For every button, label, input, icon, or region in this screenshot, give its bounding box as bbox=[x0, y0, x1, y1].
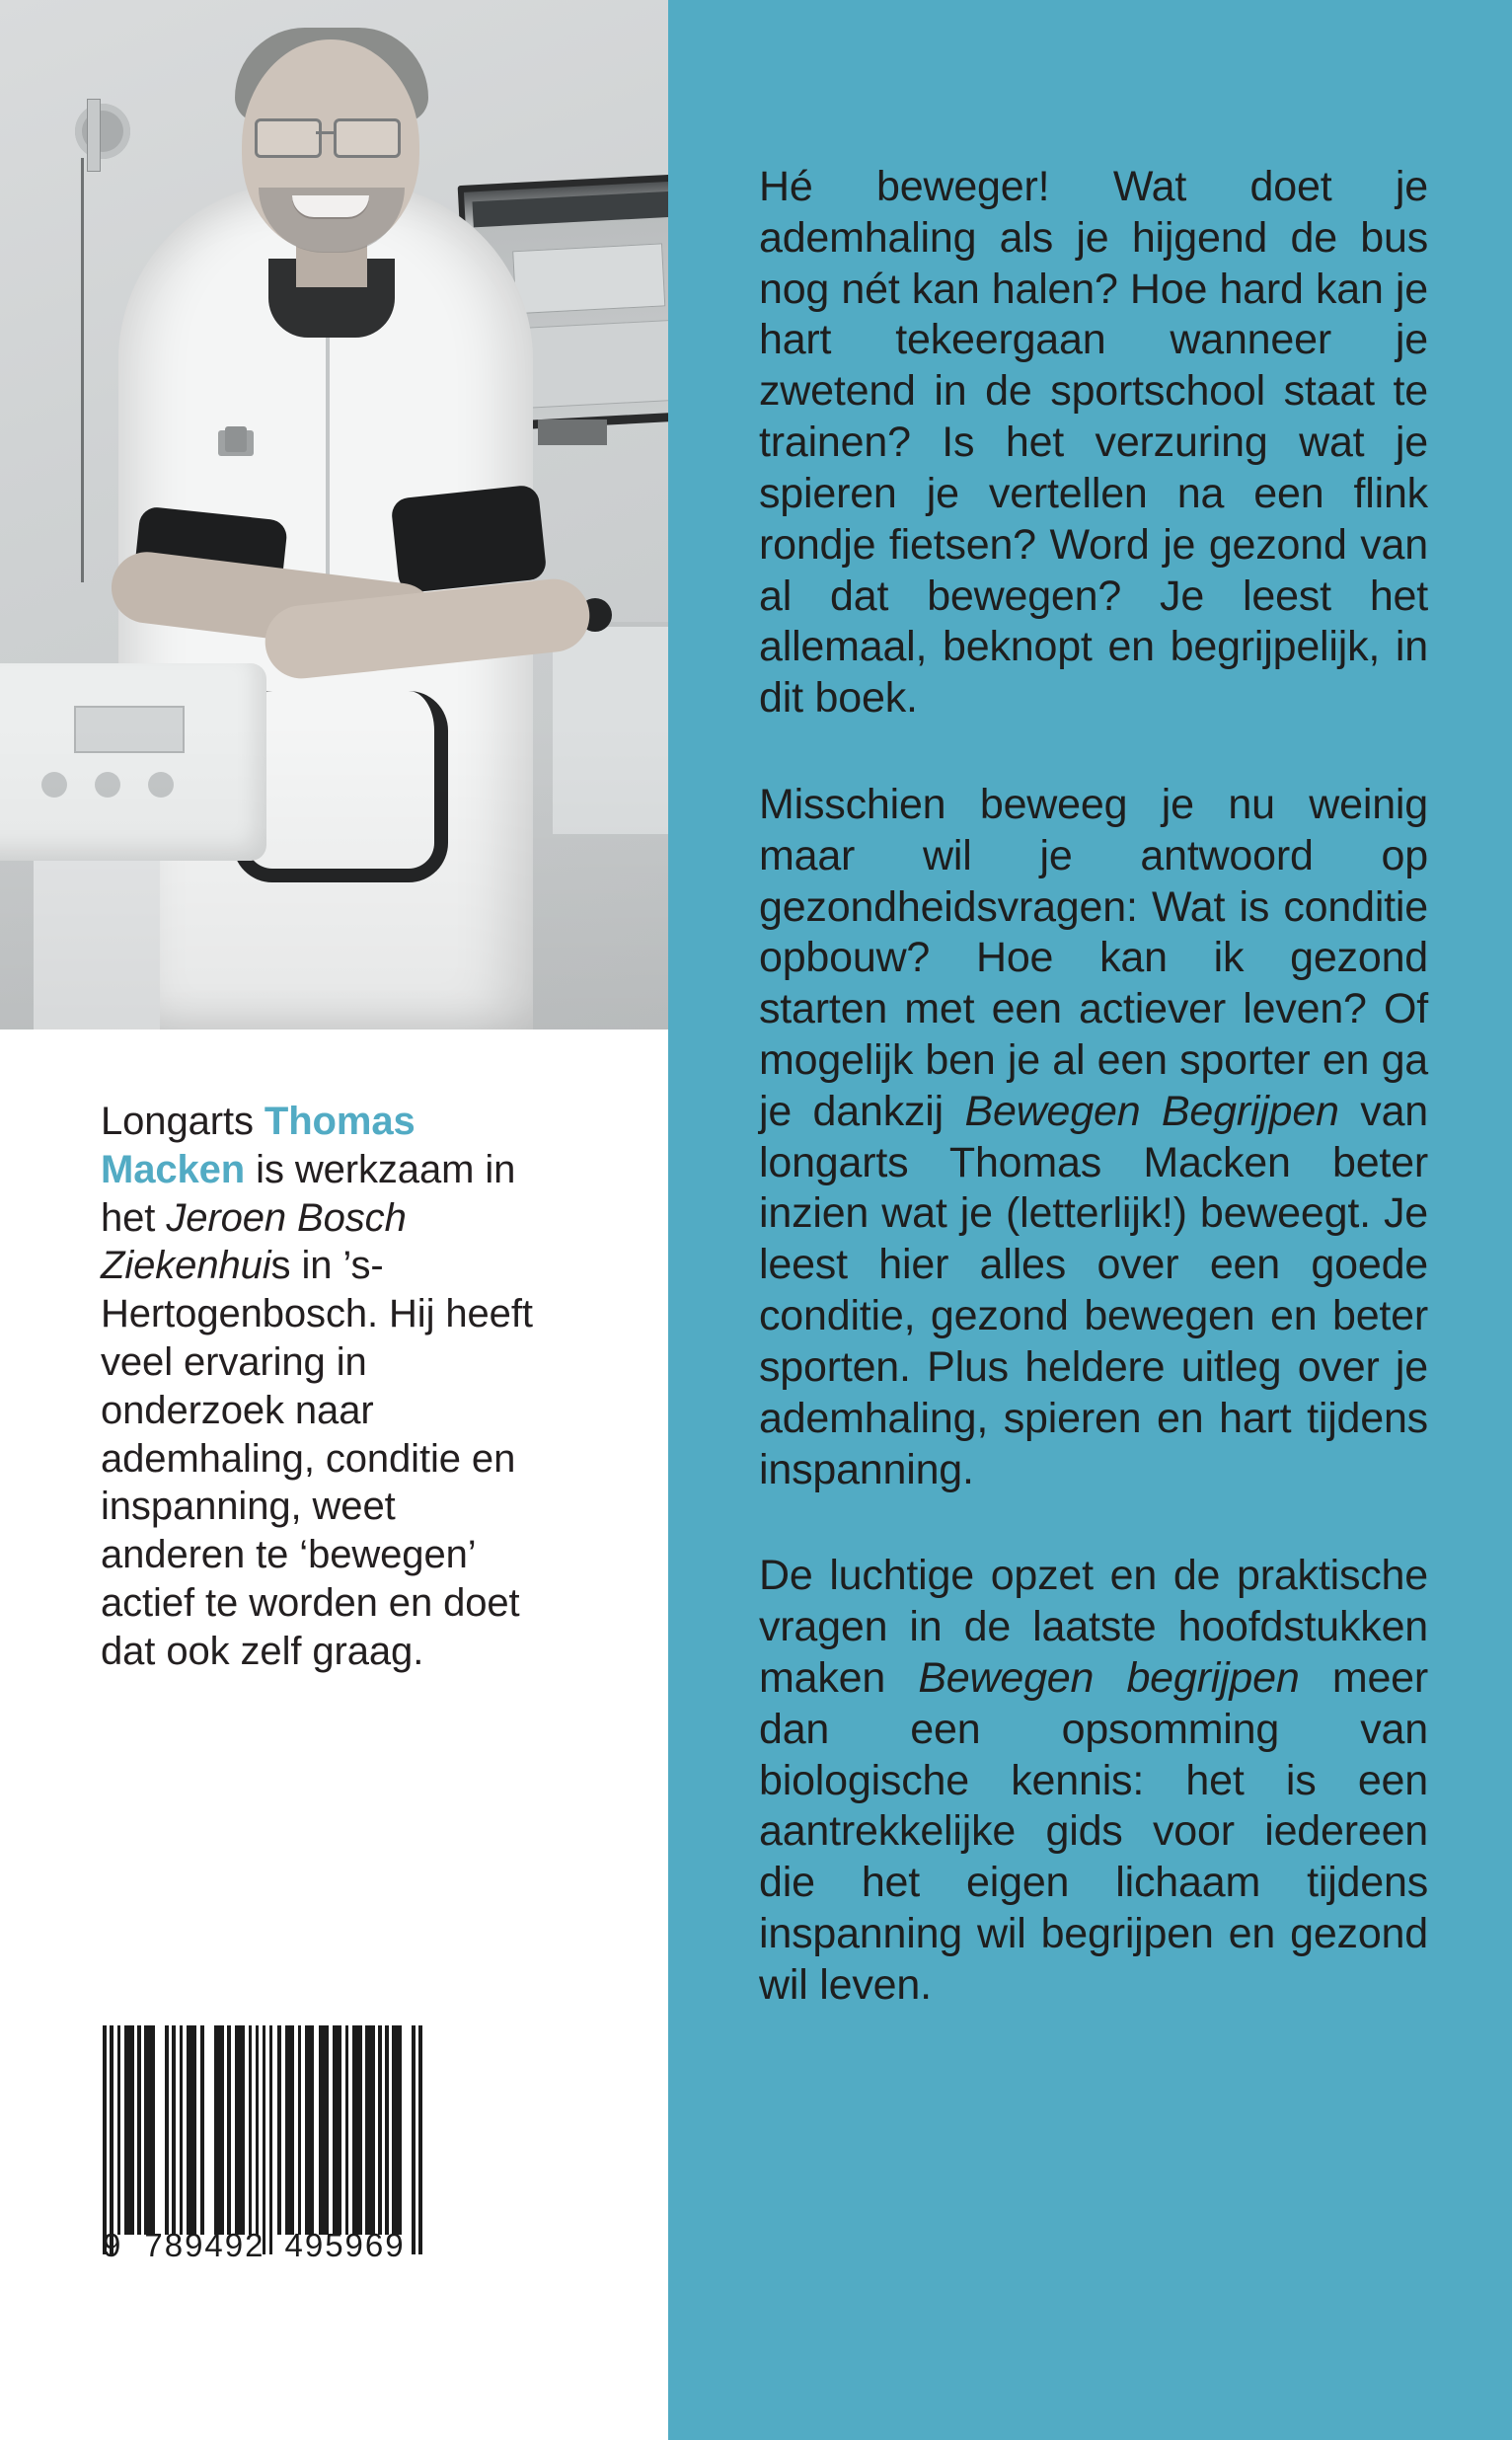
book-title-mention-2: Bewegen begrijpen bbox=[918, 1653, 1300, 1702]
book-title-mention-1: Bewegen Begrijpen bbox=[964, 1087, 1339, 1135]
barcode-block bbox=[103, 2025, 422, 2264]
wall-tube-icon bbox=[87, 99, 101, 172]
ergometer-console bbox=[0, 663, 266, 861]
barcode-digits bbox=[103, 2221, 422, 2264]
ergometer-knob-2 bbox=[95, 772, 120, 798]
barcode-digit-first: 9 bbox=[103, 2227, 123, 2263]
ergometer-knob-1 bbox=[41, 772, 67, 798]
barcode-digits-right: 495969 bbox=[284, 2227, 406, 2263]
monitor-form-panel bbox=[512, 243, 665, 314]
blurb-p3-part2: meer dan een opsomming van biologische kennis: het is een aantrekkelijke gids voor iedereen die het eigen lichaam tijdens inspanning wil begrijpen en gezond wil leven. bbox=[759, 1653, 1428, 2009]
coat-badge-icon bbox=[225, 426, 247, 452]
glasses-left-lens-icon bbox=[255, 118, 322, 158]
author-bio bbox=[101, 1098, 535, 1676]
hospital-name: Jeroen Bosch Ziekenhui bbox=[101, 1195, 407, 1288]
bio-segment-2: is werkzaam in het bbox=[101, 1147, 516, 1240]
author-photo bbox=[0, 0, 668, 1029]
bio-prefix: Longarts bbox=[101, 1100, 265, 1143]
ergometer-display bbox=[74, 706, 185, 753]
blurb-paragraph-3 bbox=[759, 1551, 1428, 2011]
blurb-p2-part2: van longarts Thomas Macken beter inzien wat je (letterlijk!) beweegt. Je leest hier alles over een goede conditie, gezond bewegen en beter sporten. Plus heldere uitleg over je ademhaling, spieren en hart tijdens inspanning. bbox=[759, 1087, 1428, 1493]
blurb-p3-part1: De luchtige opzet en de praktische vragen in de laatste hoofdstukken maken bbox=[759, 1552, 1428, 1702]
blurb-p2-part1: Misschien beweeg je nu weinig maar wil je antwoord op gezondheidsvragen: Wat is conditie opbouw? Hoe kan ik gezond starten met een actiever leven? Of mogelijk ben je al een sporter en ga je dankzij bbox=[759, 780, 1428, 1135]
right-column-teal-panel bbox=[668, 0, 1512, 2440]
blurb-paragraph-1: Hé beweger! Wat doet je ademhaling als je hijgend de bus nog nét kan halen? Hoe hard kan je hart tekeergaan wanneer je zwetend in de sportschool staat te trainen? Is het verzuring wat je spieren je vertellen na een flink rondje fietsen? Word je gezond van al dat bewegen? Je leest het allemaal, beknopt en begrijpelijk, in dit boek. bbox=[759, 163, 1428, 723]
side-table bbox=[553, 622, 668, 834]
left-column bbox=[0, 0, 668, 2440]
glasses-bridge-icon bbox=[316, 131, 334, 134]
wall-cord bbox=[81, 158, 84, 582]
blurb-text bbox=[759, 162, 1428, 2012]
ergometer-knob-3 bbox=[148, 772, 174, 798]
ergometer-base bbox=[34, 861, 160, 1029]
monitor-toolbar bbox=[472, 191, 668, 227]
undershirt-sleeve-right bbox=[390, 484, 547, 593]
wall-fixture-icon bbox=[75, 104, 130, 159]
monitor-stand bbox=[538, 419, 607, 445]
barcode-bars bbox=[103, 2025, 422, 2235]
barcode-digits-left: 789492 bbox=[144, 2227, 265, 2263]
person-smile bbox=[292, 195, 369, 217]
blurb-paragraph-2 bbox=[759, 780, 1428, 1495]
author-name: Thomas Macken bbox=[101, 1100, 416, 1191]
bio-segment-3: s in ’s-Hertogenbosch. Hij heeft veel ervaring in onderzoek naar ademhaling, conditie en inspanning, weet anderen te ‘bewegen’ actief te worden en doet dat ook zelf graag. bbox=[101, 1244, 533, 1673]
glasses-right-lens-icon bbox=[334, 118, 401, 158]
